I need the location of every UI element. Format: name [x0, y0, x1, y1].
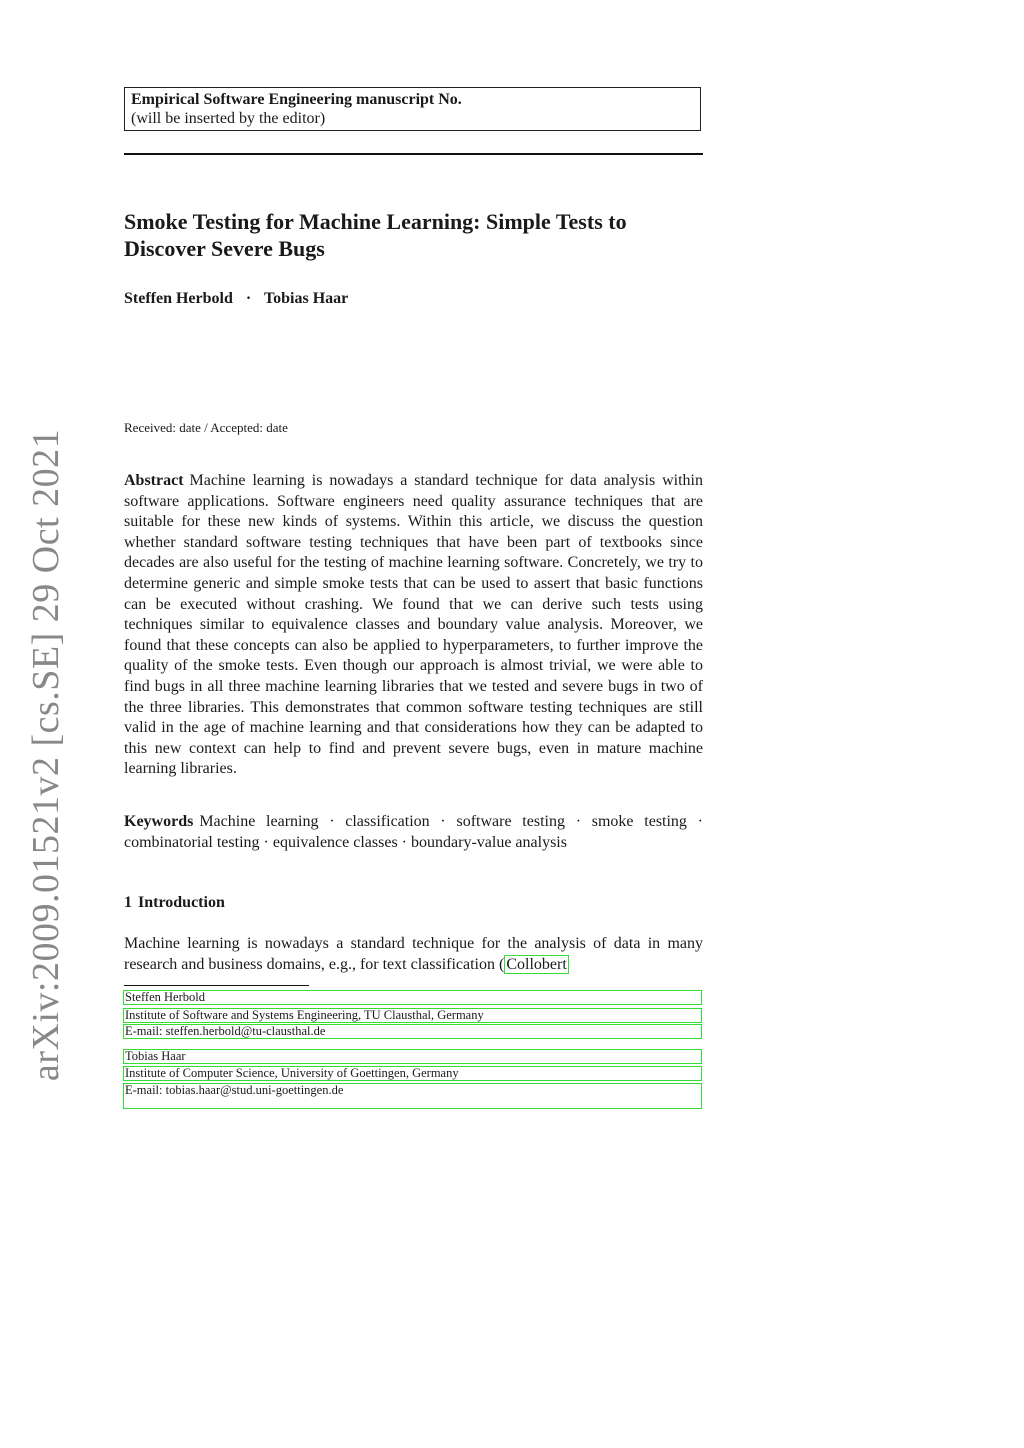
- section-title: Introduction: [138, 894, 225, 911]
- author-separator: ·: [245, 290, 252, 307]
- received-accepted-dates: Received: date / Accepted: date: [124, 420, 288, 435]
- footnote-author-name[interactable]: Tobias Haar: [123, 1049, 702, 1064]
- footnote-rule: [124, 985, 309, 986]
- keywords: [124, 812, 703, 853]
- footnote-author-affiliation[interactable]: Institute of Computer Science, University of Goettingen, Germany: [123, 1066, 702, 1081]
- author-name: Steffen Herbold: [124, 290, 233, 307]
- keywords-text: Machine learning · classification · software testing · smoke testing · combinatorial testing · equivalence classes · boundary-value analysis: [124, 813, 703, 851]
- paper-title: Smoke Testing for Machine Learning: Simple Tests to Discover Severe Bugs: [124, 209, 627, 261]
- arxiv-identifier-stamp: arXiv:2009.01521v2 [cs.SE] 29 Oct 2021: [25, 428, 67, 1082]
- citation-link[interactable]: Collobert: [506, 955, 567, 973]
- journal-editor-note: (will be inserted by the editor): [131, 110, 326, 127]
- section-heading-introduction: [124, 894, 225, 912]
- author-name: Tobias Haar: [263, 290, 349, 307]
- introduction-paragraph: [124, 934, 703, 975]
- author-list: [124, 290, 348, 308]
- header-rule: [124, 153, 703, 155]
- abstract-label: Abstract: [124, 472, 184, 489]
- footnote-author-affiliation[interactable]: Institute of Software and Systems Engineering, TU Clausthal, Germany: [123, 1008, 702, 1023]
- abstract: [124, 471, 703, 780]
- section-number: 1: [124, 894, 132, 911]
- journal-name: Empirical Software Engineering manuscript No.: [131, 91, 462, 108]
- intro-text: Machine learning is nowadays a standard technique for the analysis of data in many research and business domains, e.g., for text classification (: [124, 935, 703, 973]
- footnote-author-email[interactable]: E-mail: tobias.haar@stud.uni-goettingen.de: [123, 1083, 702, 1109]
- journal-header-box: [124, 87, 701, 131]
- footnote-author-email[interactable]: E-mail: steffen.herbold@tu-clausthal.de: [123, 1024, 702, 1039]
- abstract-text: Machine learning is nowadays a standard technique for data analysis within software applications. Software engineers need quality assurance techniques that are suitable for these new kinds of systems. Within this article, we discuss the question whether standard software testing techniques that have been part of textbooks since decades are also useful for the testing of machine learning software. Concretely, we try to determine generic and simple smoke tests that can be used to assert that basic functions can be executed without crashing. We found that we can derive such tests using techniques similar to equivalence classes and boundary value analysis. Moreover, we found that these concepts can also be applied to hyperparameters, to further improve the quality of the smoke tests. Even though our approach is almost trivial, we were able to find bugs in all three machine learning libraries that we tested and severe bugs in two of the three libraries. This demonstrates that common software testing techniques are still valid in the age of machine learning and that considerations how they can be adapted to this new context can help to find and prevent severe bugs, even in mature machine learning libraries.: [124, 472, 703, 778]
- keywords-label: Keywords: [124, 813, 194, 830]
- footnote-author-name[interactable]: Steffen Herbold: [123, 990, 702, 1005]
